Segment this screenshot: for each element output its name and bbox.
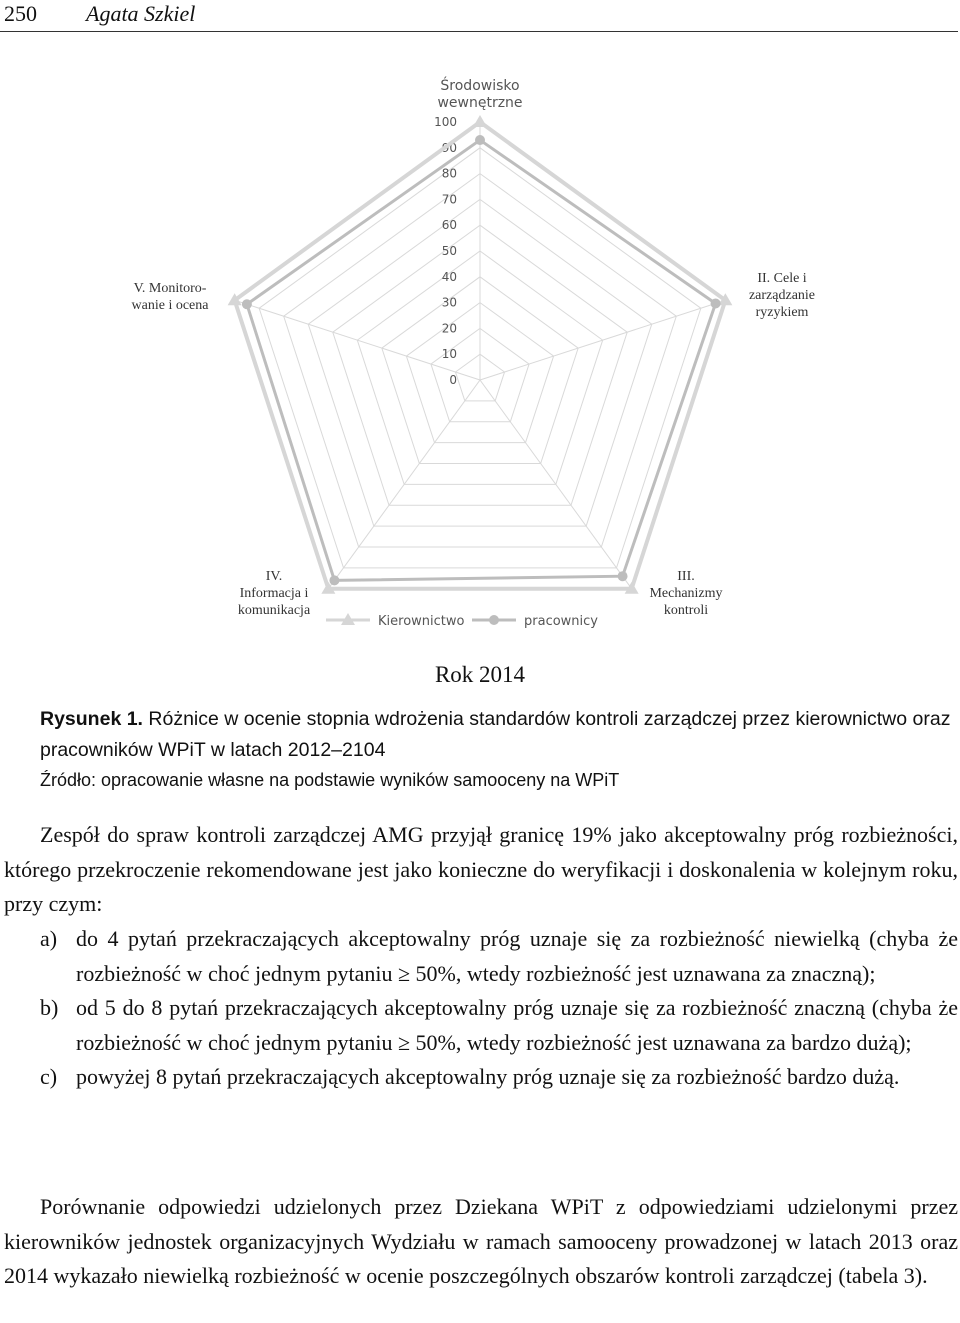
caption-label: Rysunek 1. [40,708,143,730]
tick-label: 50 [441,244,457,258]
data-point-circle [475,135,485,145]
axis-label [238,569,311,618]
axis-label-line: IV. [265,569,283,584]
tick-label: 10 [441,347,457,362]
data-point-circle [618,571,628,581]
radar-axes [235,122,726,589]
axis-label-line: Informacja i [239,586,309,601]
tick-label: 70 [441,192,457,207]
running-author: Agata Szkiel [86,1,196,26]
axis-label [437,76,522,111]
tick-label: 30 [441,295,457,310]
list-item [4,991,958,1060]
axis-label-line: ryzykiem [755,305,809,320]
axis-label-line: wanie i ocena [131,298,209,313]
radar-ticks [434,115,457,387]
axis-label-line: zarządzanie [748,288,816,303]
axis-label-line: kontroli [663,603,709,618]
axis-label-line: Mechanizmy [649,586,723,601]
list-marker: b) [40,995,59,1020]
list-item [4,922,958,991]
data-point-circle [711,298,721,308]
axis-label-line: Środowisko [440,78,520,94]
axis-label-line: wewnętrzne [437,95,523,111]
tick-label: 80 [441,166,457,181]
legend-label: Kierownictwo [378,614,465,629]
list-item [4,1060,958,1095]
criteria-list [4,922,958,1095]
data-point-circle [329,575,339,585]
axis-spoke [480,300,725,380]
axis-label-line: III. [677,569,695,584]
figure-source: Źródło: opracowanie własne na podstawie wyników samooceny na WPiT [40,770,620,790]
axis-label [649,569,722,618]
header-rule [0,31,958,32]
page-header [0,0,960,36]
legend-marker-circle [489,615,499,625]
paragraph-1: Zespół do spraw kontroli zarządczej AMG przyjął granicę 19% jako akceptowalny próg rozbieżności, którego przekroczenie rekomendowane jest jako konieczne do weryfikacji i doskonalenia w kolejnym roku, przy czym: [4,822,958,916]
axis-spoke [235,300,480,380]
tick-label: 60 [441,218,457,233]
data-point-circle [242,299,252,309]
axis-label [749,271,815,320]
list-text: od 5 do 8 pytań przekraczających akceptowalny próg uznaje się za rozbieżność znaczną (chyba że rozbieżność w choć jednym pytaniu ≥ 50%, wtedy rozbieżność jest uznawana za bardzo dużą); [76,995,958,1055]
page-number: 250 [4,1,37,26]
data-point-triangle [473,115,487,127]
axis-label-line: komunikacja [237,603,311,618]
legend-label: pracownicy [524,614,598,629]
tick-label: 20 [441,321,457,336]
list-text: powyżej 8 pytań przekraczających akceptowalny próg uznaje się za rozbieżność bardzo dużą. [76,1064,900,1089]
radar-axis-labels [132,76,816,618]
axis-label-line: V. Monitoro- [133,281,207,296]
tick-label: 40 [441,269,457,284]
tick-label: 100 [434,115,457,129]
chart-title: Rok 2014 [434,662,526,687]
list-marker: a) [40,926,58,951]
radar-chart [0,60,960,660]
axis-label [132,281,210,313]
tick-label: 90 [441,140,457,155]
list-text: do 4 pytań przekraczających akceptowalny próg uznaje się za rozbieżność niewielką (chyba że rozbieżność w choć jednym pytaniu ≥ 50%, wtedy rozbieżność jest uznawana za znaczną); [76,926,958,986]
list-marker: c) [40,1064,58,1089]
paragraph-2: Porównanie odpowiedzi udzielonych przez Dziekana WPiT z odpowiedziami udzielonymi przez kierowników jednostek organizacyjnych Wydziału w ramach samooceny prowadzonej w latach 2013 oraz 2014 wykazało niewielką rozbieżność w ocenie poszczególnych obszarów kontroli zarządczej (tabela 3). [4,1194,958,1288]
tick-label: 0 [449,373,457,387]
series-line [247,140,716,580]
axis-label-line: II. Cele i [757,271,807,286]
caption-text: Różnice w ocenie stopnia wdrożenia standardów kontroli zarządczej przez kierownictwo oraz pracowników WPiT w latach 2012–2104 [40,708,951,761]
chart-legend [326,613,598,629]
figure-caption [40,704,958,766]
